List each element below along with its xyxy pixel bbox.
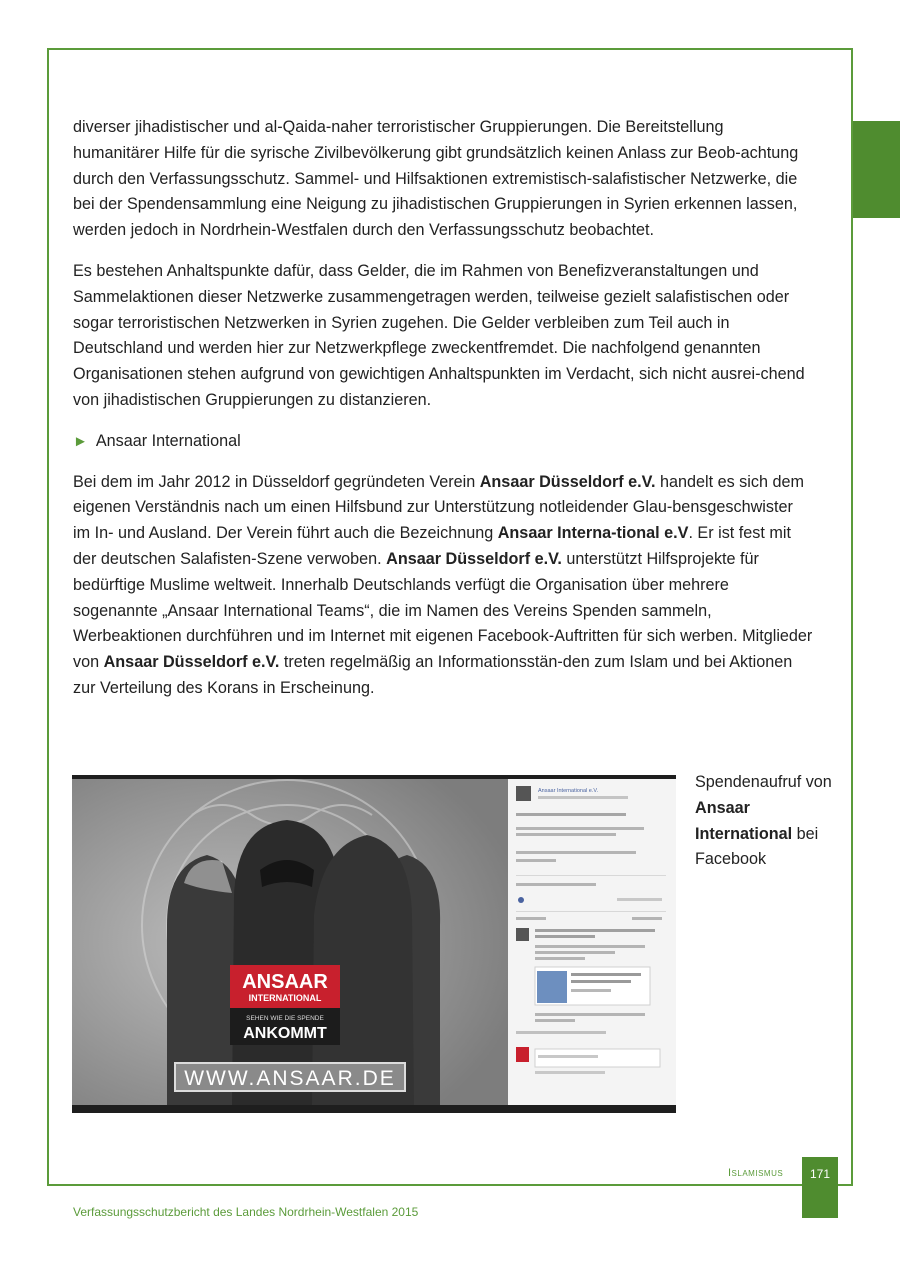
bold-term: Ansaar Düsseldorf e.V. — [479, 472, 656, 491]
text-run: Bei dem im Jahr 2012 in Düsseldorf gegründeten Verein — [73, 472, 480, 491]
section-bullet — [73, 429, 813, 455]
text-run: treten regelmäßig an Informationsstän-den zum Islam und bei Aktionen zur Verteilung des Korans in Erscheinung. — [73, 653, 793, 697]
bold-term: Ansaar Düsseldorf e.V. — [386, 549, 562, 568]
facebook-panel — [508, 775, 676, 1105]
caption-text: Spendenaufruf von — [695, 773, 832, 791]
caption-text: bei Facebook — [695, 824, 819, 869]
caption-bold: Ansaar International — [695, 798, 793, 843]
bold-term: Ansaar Interna-tional e.V — [497, 524, 689, 543]
text-run: . Er ist fest mit der deutschen Salafisten-Szene verwoben. — [73, 524, 791, 568]
page-number: 171 — [809, 1167, 831, 1181]
facebook-screenshot-figure — [72, 775, 676, 1113]
logo-title: ANSAAR — [242, 971, 328, 993]
publication-title: Verfassungsschutzbericht des Landes Nordrhein-Westfalen 2015 — [73, 1205, 419, 1219]
page-number-box — [802, 1157, 838, 1218]
section-label: Islamismus — [728, 1167, 784, 1179]
logo-subtitle: INTERNATIONAL — [248, 993, 322, 1003]
bullet-heading: Ansaar International — [95, 431, 241, 450]
text-run: handelt es sich dem eigenen Verständnis nach um einen Hilfsbund zur Unterstützung notleidender Glau-bensgeschwister im In- und Ausland. Der Verein führt auch die Bezeichnung — [73, 472, 804, 543]
url-banner — [175, 1063, 405, 1091]
logo-tagline: SEHEN WIE DIE SPENDE — [246, 1015, 324, 1022]
ansaar-logo — [230, 965, 340, 1045]
logo-tagline-bold: ANKOMMT — [243, 1025, 327, 1042]
url-text: WWW.ANSAAR.DE — [184, 1067, 396, 1090]
chapter-tab — [853, 121, 900, 218]
triangle-bullet-icon: ► — [73, 432, 88, 450]
paragraph-1: diverser jihadistischer und al-Qaida-naher terroristischer Gruppierungen. Die Bereitstellung humanitärer Hilfe für die syrische Zivilbevölkerung gibt grundsätzlich keinen Anlass zur Beob-achtung durch den Verfassungsschutz. Sammel- und Hilfsaktionen extremistisch-salafistischer Netzwerke, die bei der Spendensammlung eine Neigung zu jihadistischen Gruppierungen in Syrien erkennen lassen, werden jedoch in Nordrhein-Westfalen durch den Verfassungsschutz beobachtet. — [73, 118, 799, 240]
text-run: unterstützt Hilfsprojekte für bedürftige Muslime weltweit. Innerhalb Deutschlands verfügt die Organisation über mehrere sogenannte „Ansaar International Teams“, die im Namen des Vereins Spenden sammeln, Werbeaktionen durchführen und im Internet mit eigenen Facebook-Auftritten für sich werben. Mitglieder von — [73, 549, 813, 672]
panel-title: Ansaar International e.V. — [538, 788, 599, 794]
paragraph-3 — [73, 470, 813, 702]
figure-caption — [695, 770, 835, 873]
bold-term: Ansaar Düsseldorf e.V. — [103, 653, 280, 672]
main-content — [73, 115, 813, 717]
paragraph-2: Es bestehen Anhaltspunkte dafür, dass Gelder, die im Rahmen von Benefizveranstaltungen und Sammelaktionen dieser Netzwerke zusammengetragen werden, teilweise gezielt salafistischen oder sogar terroristischen Netzwerken in Syrien zugehen. Die Gelder verbleiben zum Teil auch in Deutschland und werden hier zur Netzwerkpflege zweckentfremdet. Die nachfolgend genannten Organisationen stehen aufgrund von gewichtigen Anhaltspunkten im Verdacht, sich nicht ausrei-chend von jihadistischen Gruppierungen zu distanzieren. — [73, 261, 805, 409]
